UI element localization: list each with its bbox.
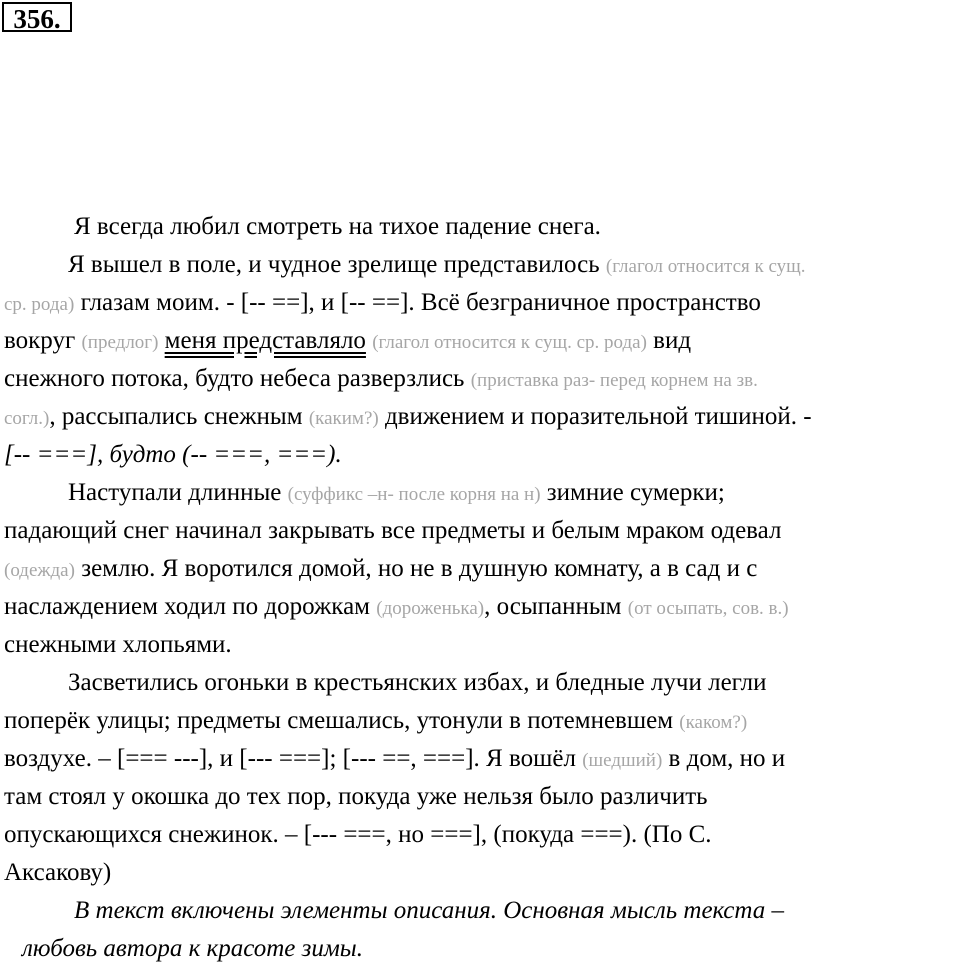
note: (суффикс –н- после корня на н) (287, 484, 541, 505)
word: вокруг (4, 327, 76, 354)
text-line (4, 512, 960, 550)
sentence-6c: воздухе. – [=== ---], и [--- ===]; [--- ==, ===]. Я вошёл (4, 745, 576, 772)
note: (каким?) (308, 408, 379, 429)
sentence-7b: там стоял у окошка до тех пор, покуда уже нельзя было различить (4, 783, 708, 810)
sentence-6b: поперёк улицы; предметы смешались, утонули в потемневшем (4, 707, 674, 734)
note: (глагол относится к сущ. (605, 256, 806, 277)
sentence-5b: наслаждением ходил по дорожкам (4, 593, 370, 620)
text-line (4, 588, 960, 626)
predicate: меня представляло (164, 327, 366, 354)
note: (глагол относится к сущ. ср. рода) (372, 332, 647, 353)
text-line (4, 246, 960, 284)
text-line (4, 360, 960, 398)
note: (шедший) (582, 750, 663, 771)
text-line (4, 436, 960, 474)
sentence-6a: Засветились огоньки в крестьянских избах, и бледные лучи легли (68, 669, 767, 696)
note: (предлог) (81, 332, 159, 353)
note: (дороженька) (376, 598, 485, 619)
note: (одежда) (4, 560, 75, 581)
text-line (4, 322, 960, 360)
exercise-text (4, 208, 960, 968)
text-line (4, 208, 960, 246)
sentence-4a: Наступали длинные (68, 479, 282, 506)
sentence-5d: снежными хлопьями. (4, 631, 232, 658)
text-line (4, 930, 960, 968)
sentence-7a: в дом, но и (668, 745, 786, 772)
note: ср. рода) (4, 294, 75, 315)
sentence-7d: Аксакову) (4, 859, 112, 886)
text-line (4, 854, 960, 892)
text-line (4, 550, 960, 588)
text-line (4, 778, 960, 816)
sentence-1: Я всегда любил смотреть на тихое падение снега. (74, 213, 601, 240)
sentence-3b: , рассыпались снежным (49, 403, 303, 430)
sentence-4b: зимние сумерки; (546, 479, 725, 506)
text-line (4, 284, 960, 322)
conclusion-2: любовь автора к красоте зимы. (22, 935, 363, 962)
sentence-3a: снежного потока, будто небеса разверзлись (4, 365, 465, 392)
scheme: [-- ===], будто (-- ===, ===). (4, 441, 342, 468)
conclusion-1: В текст включены элементы описания. Основная мысль текста – (74, 897, 785, 924)
exercise-number: 356. (2, 2, 72, 32)
note: (приставка раз- перед корнем на зв. (470, 370, 758, 391)
sentence-3c: движением и поразительной тишиной. - (384, 403, 812, 430)
sentence-7c: опускающихся снежинок. – [--- ===, но ===], (покуда ===). (По С. (4, 821, 712, 848)
note: (от осыпать, сов. в.) (627, 598, 789, 619)
sentence-2a: Я вышел в поле, и чудное зрелище представилось (68, 251, 600, 278)
text-line (4, 474, 960, 512)
sentence-4c: падающий снег начинал закрывать все предметы и белым мраком одевал (4, 517, 782, 544)
text-line (4, 702, 960, 740)
text-line (4, 664, 960, 702)
text-line (4, 740, 960, 778)
sentence-5a: землю. Я воротился домой, но не в душную комнату, а в сад и с (81, 555, 758, 582)
note: (каком?) (679, 712, 748, 733)
text-line (4, 892, 960, 930)
word: вид (653, 327, 692, 354)
text-line (4, 398, 960, 436)
note: согл.) (4, 408, 50, 429)
text-line (4, 816, 960, 854)
text-line (4, 626, 960, 664)
sentence-5c: , осыпанным (484, 593, 622, 620)
sentence-2b: глазам моим. - [-- ==], и [-- ==]. Всё безграничное пространство (80, 289, 761, 316)
